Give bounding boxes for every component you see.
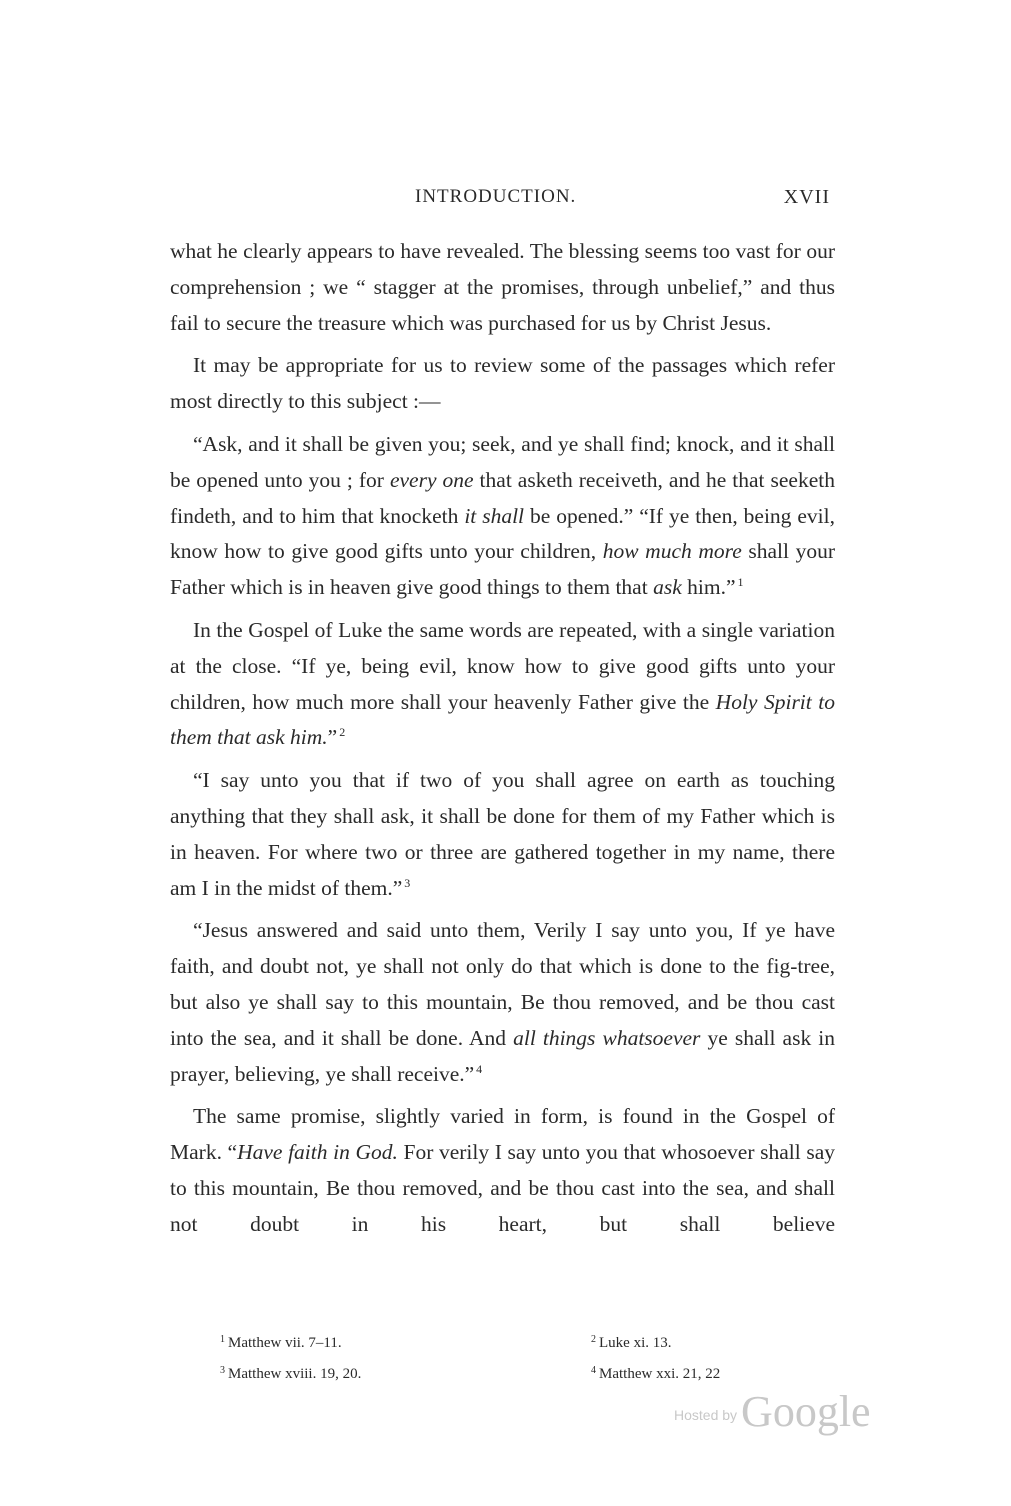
italic-emphasis: Holy Spirit to them that ask him. (170, 689, 835, 750)
italic-emphasis: Have faith in God. (237, 1140, 398, 1165)
footnote: $^4$ Matthew xxi. 21, 22 (591, 1365, 721, 1382)
paragraph: “Ask, and it shall be given you; seek, and ye shall find; knock, and it shall be opened unto you ; for every one that asketh receiveth, and he that seeketh findeth, and to him that knocketh it shall be opened.” “If ye then, being evil, know how to give good gifts unto your children, how much more shall your Father which is in heaven give good things to them that ask him.” $^1$ (170, 431, 835, 600)
footnote: $^2$ Luke xi. 13. (591, 1334, 672, 1351)
italic-emphasis: it shall (464, 503, 525, 528)
italic-emphasis: every one (389, 467, 474, 492)
footnote: $^1$ Matthew vii. 7–11. (220, 1334, 342, 1351)
body-text (170, 234, 835, 1243)
paragraph: what he clearly appears to have revealed. The blessing seems too vast for our comprehension ; we “ stagger at the promises, through unbelief,” and thus fail to secure the treasure which was purchased for us by Christ Jesus. (170, 239, 835, 335)
running-title: INTRODUCTION. (415, 186, 577, 207)
italic-emphasis: ask (653, 575, 682, 600)
footnote-marker: 4 (476, 1061, 483, 1076)
footnote-marker: 2 (339, 725, 346, 740)
running-head (170, 180, 835, 216)
footnotes (220, 1324, 820, 1386)
page-number: XVII (783, 186, 830, 208)
paragraph: The same promise, slightly varied in form, is found in the Gospel of Mark. “Have faith in God. For verily I say unto you that whosoever shall say to this mountain, Be thou removed, and be thou cast into the sea, and shall not doubt in his heart, but shall believe (170, 1104, 835, 1236)
hosted-by-google-watermark (674, 1386, 871, 1437)
footnote-row (220, 1324, 820, 1355)
footnote-row (220, 1355, 820, 1386)
footnote-marker: 3 (404, 875, 411, 890)
google-logo: Google (741, 1387, 871, 1436)
watermark-prefix: Hosted by (674, 1407, 738, 1423)
paragraph: “I say unto you that if two of you shall agree on earth as touching anything that they shall ask, it shall be done for them of my Father which is in heaven. For where two or three are gathered together in my name, there am I in the midst of them.” $^3$ (170, 768, 835, 900)
paragraph: “Jesus answered and said unto them, Verily I say unto you, If ye have faith, and doubt not, ye shall not only do that which is done to the fig-tree, but also ye shall say to this mountain, Be thou removed, and be thou cast into the sea, and it shall be done. And all things whatsoever ye shall ask in prayer, believing, ye shall receive.” $^4$ (170, 918, 836, 1086)
italic-emphasis: all things whatsoever (513, 1025, 701, 1050)
paragraph: In the Gospel of Luke the same words are repeated, with a single variation at the close. “If ye, being evil, know how to give good gifts unto your children, how much more shall your heavenly Father give the Holy Spirit to them that ask him.” $^2$ (170, 617, 835, 750)
paragraph: It may be appropriate for us to review some of the passages which refer most directly to this subject :— (170, 353, 835, 414)
footnote: $^3$ Matthew xviii. 19, 20. (220, 1365, 362, 1382)
footnote-marker: 1 (737, 575, 744, 590)
italic-emphasis: how much more (602, 539, 742, 564)
